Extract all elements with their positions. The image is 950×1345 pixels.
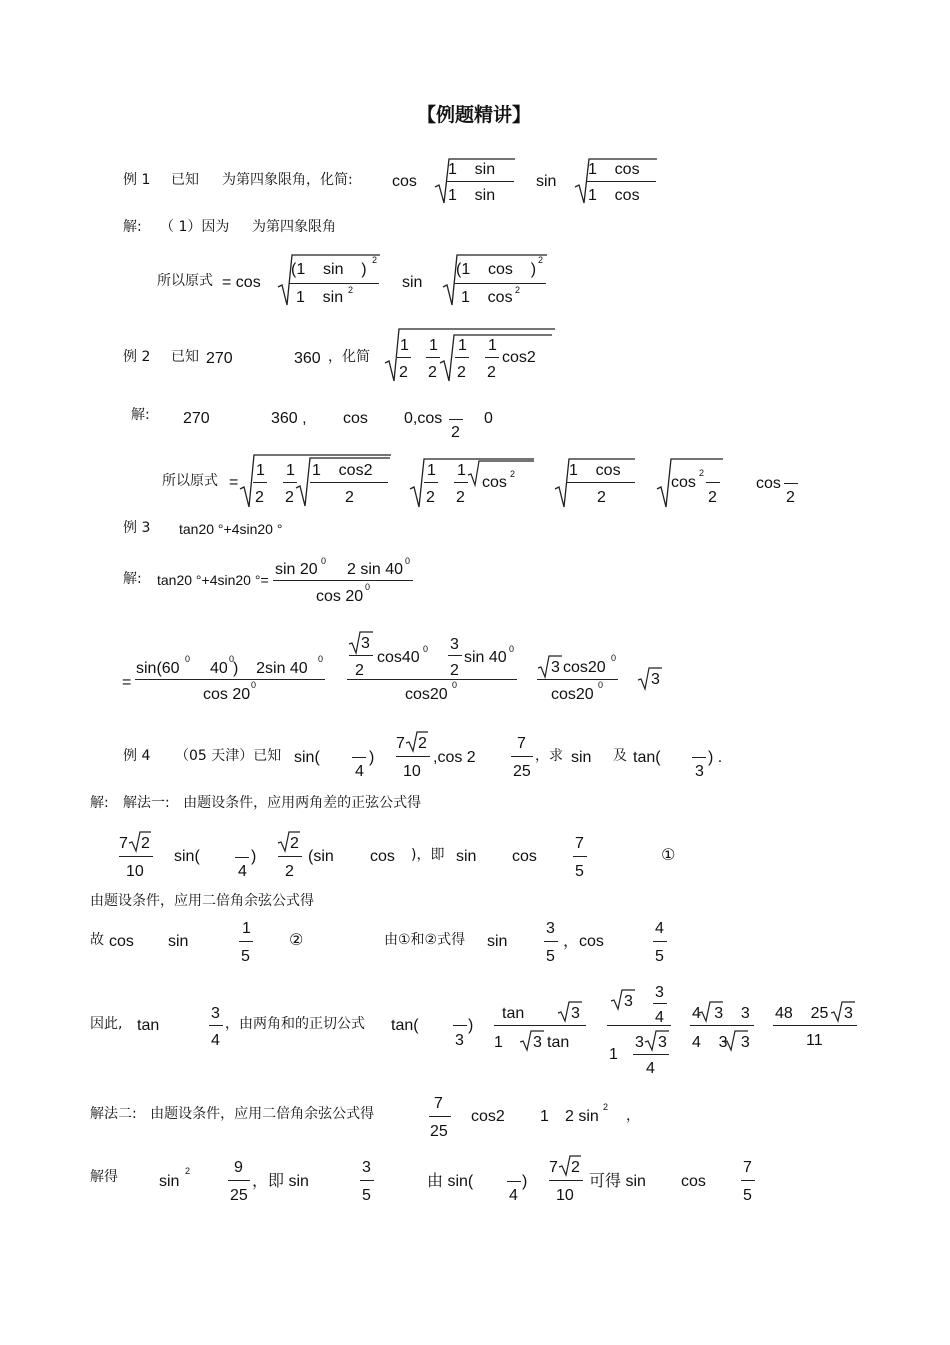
sol3-result-val: 3 xyxy=(651,671,660,688)
sol4-l2-g-den: 5 xyxy=(546,948,555,965)
sol2-r1-f2-bar xyxy=(283,482,297,483)
sol4-l3-b-nd: 4 xyxy=(655,1009,664,1026)
sol2-r4-den: 2 xyxy=(708,489,717,506)
sol1-b-exp: 2 xyxy=(538,255,544,265)
sol3-deg: 0 xyxy=(365,582,371,592)
sol2-r2-cos: cos xyxy=(482,474,507,491)
sol3-lhs: tan20 °+4sin20 °= xyxy=(157,572,269,588)
sol2-half-den: 2 xyxy=(451,424,460,441)
page-title: 【例题精讲】 xyxy=(417,104,532,126)
sol2-r2-f2-den: 2 xyxy=(456,489,465,506)
sol2-final-den: 2 xyxy=(786,489,795,506)
sol4-method1: 解法一: 由题设条件，应用两角差的正弦公式得 xyxy=(123,795,422,811)
sol2-cos: cos xyxy=(343,410,368,427)
sol4-l1-quarter-bar xyxy=(235,857,249,858)
sol4-l1-ten: 10 xyxy=(126,863,144,880)
sol4-l3-b-n: 3 xyxy=(655,984,664,1001)
sol1-sin: sin xyxy=(402,274,423,291)
sol3-f2-den: cos 20 xyxy=(203,686,251,703)
sol3-deg: 0 xyxy=(185,654,191,664)
sol4-l1-f3-bar xyxy=(573,856,587,857)
sol4-l4-kede: 可得 sin xyxy=(589,1173,646,1190)
sol3-f1-num-a: sin 20 xyxy=(275,561,318,578)
ex2-frac4-den: 2 xyxy=(487,364,496,381)
sol3-eq: = xyxy=(122,674,132,691)
sol4-l2-sin: sin xyxy=(168,933,189,950)
sol2-r3-num: 1 cos xyxy=(569,462,621,479)
sol4-l3-a-den-sqrt3-val: 3 xyxy=(533,1034,542,1051)
ex2-frac3-num: 1 xyxy=(458,337,467,354)
sol4-method2: 解法二: 由题设条件，应用二倍角余弦公式得 xyxy=(90,1106,375,1122)
sol2-r1-f1-den: 2 xyxy=(255,489,264,506)
ex4-third-den: 3 xyxy=(695,763,704,780)
sol4-l4-h-seven: 7 xyxy=(549,1159,558,1176)
sol4-m2-2sin: 2 sin xyxy=(565,1108,599,1125)
sol2-label: 解: xyxy=(131,407,150,423)
ex1-r2-numerator: 1 cos xyxy=(588,161,640,178)
sol1-b-fraction-bar xyxy=(454,283,546,284)
sol4-l3-a-bar xyxy=(494,1025,586,1026)
sol4-l2-g-num: 3 xyxy=(546,920,555,937)
sol1-because: （ 1）因为 xyxy=(160,219,230,235)
ex2-cos2: cos2 xyxy=(502,349,536,366)
sol4-l4-g-bar xyxy=(360,1180,374,1181)
ex1-cos: cos xyxy=(392,173,417,190)
sol4-l4-sin: sin xyxy=(159,1173,180,1190)
sol4-l2-cos: cos xyxy=(109,933,134,950)
sol3-deg: 0 xyxy=(321,556,327,566)
sol4-m2-f-bar xyxy=(429,1116,451,1117)
sol4-l1-f2-bar xyxy=(278,856,302,857)
sol3-deg: 0 xyxy=(405,556,411,566)
sol4-l4-by-sin: 由 sin( xyxy=(427,1173,474,1190)
sol4-l4-exp: 2 xyxy=(185,1166,191,1176)
sol4-l4-q-den: 4 xyxy=(509,1187,518,1204)
sol4-method1-b: 由题设条件，应用二倍角余弦公式得 xyxy=(90,893,314,909)
sol4-l2-f-bar xyxy=(239,941,253,942)
ex2-360: 360 xyxy=(294,350,321,367)
ex4-end: ) . xyxy=(708,749,723,766)
sol4-circle-1: ① xyxy=(661,847,676,864)
sol4-l1-close2: )，即 xyxy=(411,847,445,863)
sol3-sin40: sin 40 xyxy=(464,649,507,666)
sol4-l1-f3-den: 5 xyxy=(575,863,584,880)
sol4-l2-h-num: 4 xyxy=(655,920,664,937)
ex1-r1-denominator: 1 sin xyxy=(448,187,496,204)
sol4-l3-f-bar xyxy=(209,1025,223,1026)
sol4-l1-seven: 7 xyxy=(119,835,128,852)
sol4-l3-formula: ，由两角和的正切公式 xyxy=(225,1016,365,1032)
sol4-l3-f-den: 4 xyxy=(211,1032,220,1049)
sol1-a-fraction-bar xyxy=(289,283,379,284)
sol3-f3-bar xyxy=(347,679,517,680)
sol4-l4-g-num: 3 xyxy=(362,1159,371,1176)
ex4-frac-ten: 10 xyxy=(403,763,421,780)
sol3-label: 解: xyxy=(123,571,142,587)
sol4-l3-b-bar xyxy=(607,1025,671,1026)
sol4-l3-c-den: 4 3 3 xyxy=(692,1034,750,1051)
ex2-frac1-den: 2 xyxy=(399,364,408,381)
sol2-original: 所以原式 xyxy=(162,473,218,489)
sol4-l3-b-dn-3: 3 xyxy=(635,1034,644,1051)
sol1-b-numerator: (1 cos ) xyxy=(456,261,537,278)
ex4-frac-bar xyxy=(396,756,430,757)
sol4-l3-b-den-one: 1 xyxy=(609,1046,618,1063)
sol3-deg: 0 xyxy=(251,680,257,690)
sol2-r2-f1-bar xyxy=(424,482,438,483)
ex2-270: 270 xyxy=(206,350,233,367)
example-2-label: 例 2 xyxy=(123,349,151,365)
sol4-l3-a-num-tan: tan xyxy=(502,1005,525,1022)
ex4-sqrt2-val: 2 xyxy=(418,735,427,752)
ex2-frac4-num: 1 xyxy=(488,337,497,354)
sol4-l2-g-bar xyxy=(544,941,558,942)
sol3-f4-num: cos20 xyxy=(563,659,606,676)
sol3-f1-den: cos 20 xyxy=(316,588,364,605)
sol3-deg: 0 xyxy=(229,654,235,664)
sol4-l4-cos: cos xyxy=(681,1173,706,1190)
sol4-m2-cos2: cos2 xyxy=(471,1108,505,1125)
sol4-l4-f-den: 25 xyxy=(230,1187,248,1204)
sol4-l3-b-nbar xyxy=(653,1003,667,1004)
sol4-l1-quarter-den: 4 xyxy=(238,863,247,880)
sol4-l1-sqrt2-val: 2 xyxy=(141,835,150,852)
sol4-l3-c-sqrt3 xyxy=(699,1001,725,1023)
sol4-m2-one: 1 xyxy=(540,1108,549,1125)
sol2-r1-f1-bar xyxy=(253,482,267,483)
sol1-a-numerator: (1 sin ) xyxy=(291,261,367,278)
sol4-l3-c-num: 4 3 3 xyxy=(692,1005,750,1022)
ex2-simplify: ，化简 xyxy=(328,349,370,365)
sol3-f1-bar xyxy=(273,580,413,581)
sol4-l4-f-bar xyxy=(228,1180,250,1181)
ex4-f2-den: 25 xyxy=(513,763,531,780)
sol3-deg: 0 xyxy=(318,654,324,664)
sol2-final-cos: cos xyxy=(756,475,781,492)
ex1-r1-fraction-bar xyxy=(446,181,514,182)
sol2-r4-bar xyxy=(706,482,720,483)
sol2-r3-den: 2 xyxy=(597,489,606,506)
ex4-f2-bar xyxy=(511,756,533,757)
sol3-f3a-den: 2 xyxy=(355,662,364,679)
sol2-r4-exp: 2 xyxy=(699,468,705,478)
sol3-f3-den: cos20 xyxy=(405,686,448,703)
sol4-l3-b-dbar xyxy=(633,1054,669,1055)
sol4-m2-f-num: 7 xyxy=(434,1095,443,1112)
sol2-r2-exp: 2 xyxy=(510,469,516,479)
sol1-b-den-exp: 2 xyxy=(515,285,521,295)
ex4-and: 及 xyxy=(613,748,627,764)
ex4-source: （05 天津）已知 xyxy=(175,748,282,764)
sol2-zero: 0 xyxy=(484,410,493,427)
sol4-l4-f-num: 9 xyxy=(234,1159,243,1176)
sol4-l1-paren: (sin xyxy=(308,848,334,865)
sol2-r2-f2-bar xyxy=(454,482,468,483)
ex2-known: 已知 xyxy=(171,349,199,365)
sol1-eq-cos: = cos xyxy=(222,274,261,291)
ex1-r2-denominator: 1 cos xyxy=(588,187,640,204)
sol4-l4-g-den: 5 xyxy=(362,1187,371,1204)
sol3-sqrt3-b-val: 3 xyxy=(551,659,560,676)
sol3-f3b-den: 2 xyxy=(450,662,459,679)
ex3-expression: tan20 °+4sin20 ° xyxy=(179,521,283,537)
ex4-frac-seven: 7 xyxy=(396,735,405,752)
sol3-f2-num-a: sin(60 xyxy=(136,660,180,677)
sol1-a-den-exp: 2 xyxy=(348,285,354,295)
sol4-l2-f-num: 1 xyxy=(242,920,251,937)
ex2-frac3-den: 2 xyxy=(457,364,466,381)
sol2-270: 270 xyxy=(183,410,210,427)
ex4-sin: sin xyxy=(571,749,592,766)
sol3-sqrt3-a-val: 3 xyxy=(361,635,370,652)
sol2-r2-f2-num: 1 xyxy=(457,462,466,479)
sol1-a-exp: 2 xyxy=(372,255,378,265)
sol4-l1-sqrt2b-val: 2 xyxy=(290,835,299,852)
sol4-l1-f1-bar xyxy=(119,856,153,857)
sol4-l3-third-bar xyxy=(453,1025,467,1026)
sol4-l3-f-num: 3 xyxy=(211,1005,220,1022)
sol2-r2-f1-den: 2 xyxy=(426,489,435,506)
ex4-quarter-bar xyxy=(352,757,366,758)
sol3-deg: 0 xyxy=(423,644,429,654)
sol3-f2-bar xyxy=(135,679,325,680)
example-3-label: 例 3 xyxy=(123,520,151,536)
sol4-l3-tan-open: tan( xyxy=(391,1017,419,1034)
sol4-l4-h-den: 10 xyxy=(556,1187,574,1204)
ex1-text-known: 已知 xyxy=(171,172,199,188)
sol4-l4-sqrt2-val: 2 xyxy=(571,1159,580,1176)
sol4-l3-a-den-one: 1 xyxy=(494,1034,503,1051)
sol2-360: 360 , xyxy=(271,410,307,427)
sol4-circle-2: ② xyxy=(289,932,304,949)
sol4-l3-d-bar xyxy=(773,1025,857,1026)
sol4-solved: 解得 xyxy=(90,1169,118,1185)
sol4-l2-h-bar xyxy=(653,941,667,942)
example-1-label: 例 1 xyxy=(123,172,151,188)
sol4-label: 解: xyxy=(90,795,109,811)
sol4-l1-cos: cos xyxy=(370,848,395,865)
sol2-r1-inner-num: 1 cos2 xyxy=(312,462,373,479)
sol4-l1-sin: sin xyxy=(456,848,477,865)
sol1-a-denominator: 1 sin xyxy=(296,289,344,306)
sol4-l1-sin-open: sin( xyxy=(174,848,200,865)
sol4-l2-comma-cos: ，cos xyxy=(563,933,604,950)
ex2-frac2-den: 2 xyxy=(428,364,437,381)
sol4-m2-exp: 2 xyxy=(603,1102,609,1112)
sol3-deg: 0 xyxy=(598,680,604,690)
sol2-r3-bar xyxy=(567,482,635,483)
sol3-deg: 0 xyxy=(611,653,617,663)
sol2-r1-f2-den: 2 xyxy=(285,489,294,506)
sol3-deg: 0 xyxy=(509,644,515,654)
sol4-l4-k-bar xyxy=(741,1180,755,1181)
sol4-l3-b-dd: 4 xyxy=(646,1060,655,1077)
ex2-frac2-bar xyxy=(426,357,440,358)
sol3-deg: 0 xyxy=(452,680,458,690)
sol4-l3-close: ) xyxy=(468,1017,474,1034)
sol4-m2-comma: ， xyxy=(626,1108,640,1124)
sol2-r1-inner-bar xyxy=(310,482,388,483)
sol4-gu: 故 xyxy=(90,932,104,948)
sol4-l3-c-den-sqrt3 xyxy=(724,1030,750,1052)
sol4-l3-a-den-tan: tan xyxy=(547,1034,570,1051)
ex4-tan-open: tan( xyxy=(633,749,661,766)
sol4-l3-b-sqrt3-val: 3 xyxy=(624,993,633,1010)
sol2-zero-cos: 0,cos xyxy=(404,410,443,427)
sol2-half-bar xyxy=(449,419,463,420)
ex1-sin: sin xyxy=(536,173,557,190)
sol4-l3-third-den: 3 xyxy=(455,1032,464,1049)
sol4-l1-f3-num: 7 xyxy=(575,835,584,852)
sol1-label: 解: xyxy=(123,219,142,235)
example-4-label: 例 4 xyxy=(123,748,151,764)
sol3-f3b-bar xyxy=(448,655,462,656)
sol3-f4-den: cos20 xyxy=(551,686,594,703)
sol2-r4-cos: cos xyxy=(671,474,696,491)
sol4-l3-tan: tan xyxy=(137,1017,160,1034)
sol2-r1-inner-den: 2 xyxy=(345,489,354,506)
ex4-f2-num: 7 xyxy=(517,735,526,752)
sol4-l1-f2-den: 2 xyxy=(285,863,294,880)
sol4-l3-d-sqrt3-val: 3 xyxy=(844,1005,853,1022)
sol4-l2-sin2: sin xyxy=(487,933,508,950)
sol3-f4-bar xyxy=(537,679,618,680)
ex2-frac2-num: 1 xyxy=(429,337,438,354)
ex1-r1-numerator: 1 sin xyxy=(448,161,496,178)
sol4-l3-a-sqrt3-val: 3 xyxy=(571,1005,580,1022)
sol4-l4-close: ) xyxy=(522,1173,528,1190)
ex1-text-quadrant: 为第四象限角，化简: xyxy=(222,172,353,188)
sol2-r1-f2-num: 1 xyxy=(286,462,295,479)
ex4-close: ) xyxy=(369,749,375,766)
sol1-original: 所以原式 xyxy=(157,273,213,289)
sol4-l4-ji-sin: ，即 sin xyxy=(252,1173,309,1190)
sol4-l1-close: ) xyxy=(251,848,257,865)
sol3-f1-num-b: 2 sin 40 xyxy=(347,561,404,578)
sol4-l3-d-num: 48 25 xyxy=(775,1005,829,1022)
sol2-r1-f1-num: 1 xyxy=(256,462,265,479)
sol4-l4-k-num: 7 xyxy=(743,1159,752,1176)
ex2-frac4-bar xyxy=(485,357,499,358)
sol4-l2-f-den: 5 xyxy=(241,948,250,965)
sol4-l3-c-bar xyxy=(690,1025,754,1026)
ex4-quarter-den: 4 xyxy=(355,763,364,780)
ex1-r2-fraction-bar xyxy=(586,181,656,182)
sol4-l4-q-bar xyxy=(507,1181,521,1182)
sol3-cos40: cos40 xyxy=(377,649,420,666)
sol4-l4-k-den: 5 xyxy=(743,1187,752,1204)
sol3-f3b-num: 3 xyxy=(450,636,459,653)
sol1-b-denominator: 1 cos xyxy=(461,289,513,306)
sol4-l3-b-den-sqrt3-val: 3 xyxy=(658,1034,667,1051)
sol1-quadrant: 为第四象限角 xyxy=(252,219,336,235)
sol3-f3a-bar xyxy=(349,655,373,656)
sol2-r2-f1-num: 1 xyxy=(427,462,436,479)
sol2-eq: = xyxy=(229,474,239,491)
sol4-m2-f-den: 25 xyxy=(430,1123,448,1140)
sol4-l1-cos2: cos xyxy=(512,848,537,865)
ex4-cos2: ,cos 2 xyxy=(433,749,476,766)
sol4-l4-h-bar xyxy=(549,1180,583,1181)
ex2-frac3-bar xyxy=(455,357,469,358)
ex4-third-bar xyxy=(692,757,706,758)
ex4-sin-open: sin( xyxy=(294,749,320,766)
ex2-frac1-bar xyxy=(397,357,411,358)
ex4-ask: ，求 xyxy=(535,748,563,764)
sol3-f2-num-b: 40 xyxy=(210,660,228,677)
sol4-from-eqs: 由①和②式得 xyxy=(384,932,466,948)
sol4-l3-d-den: 11 xyxy=(806,1032,823,1049)
sol4-thus: 因此, xyxy=(90,1016,123,1032)
sol3-f2-num-c: ) 2sin 40 xyxy=(233,660,308,677)
sol2-final-bar xyxy=(784,483,798,484)
sol4-l2-h-den: 5 xyxy=(655,948,664,965)
ex2-frac1-num: 1 xyxy=(400,337,409,354)
